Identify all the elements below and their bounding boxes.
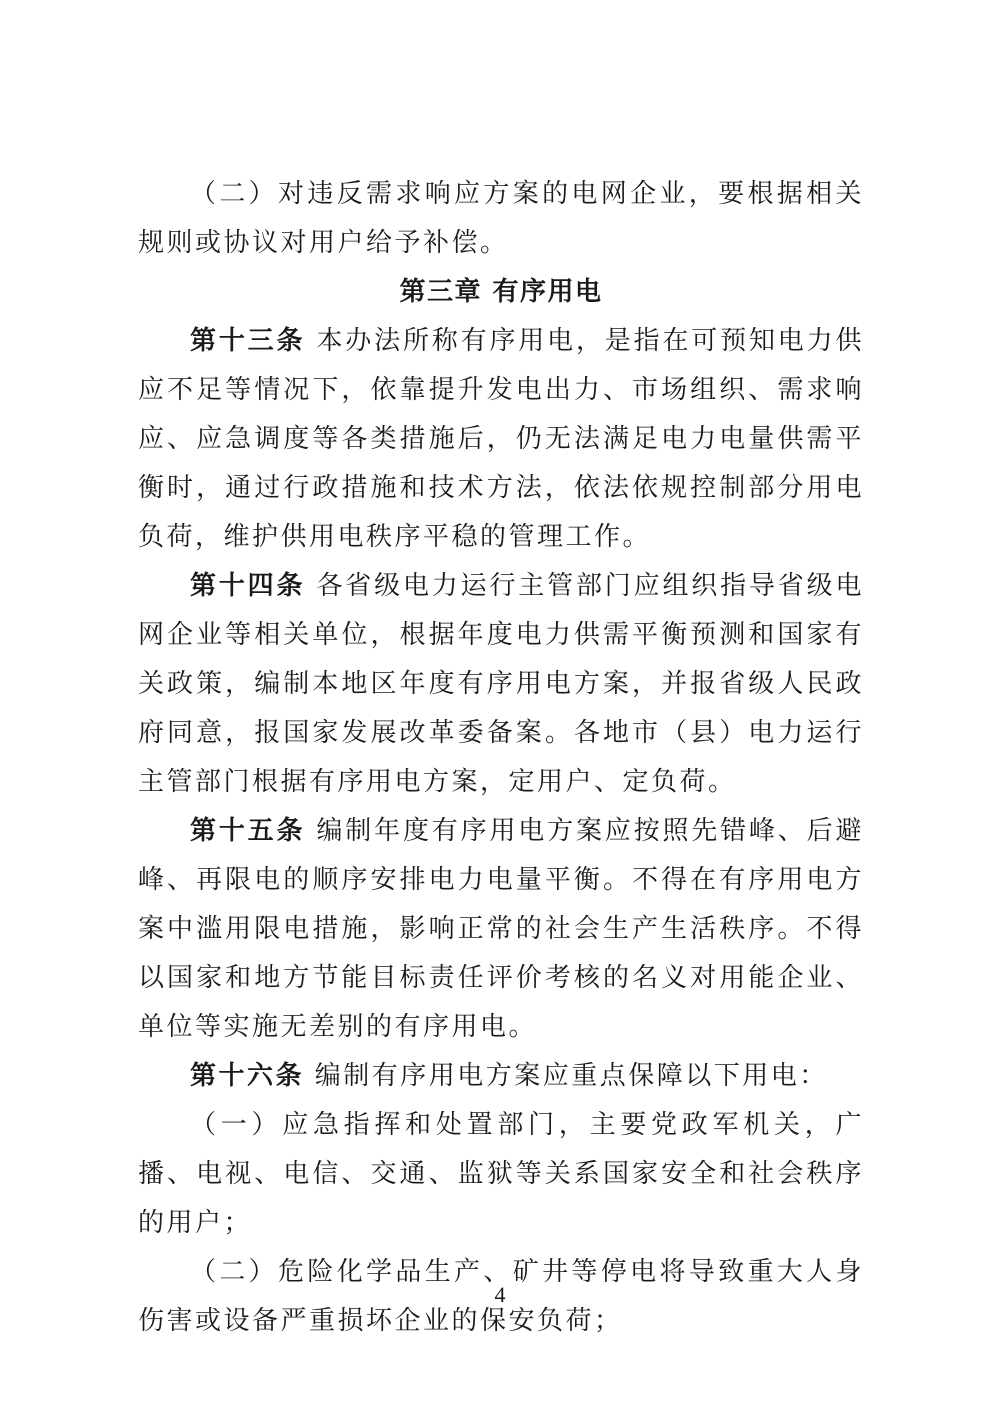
paragraph-text: （二）对违反需求响应方案的电网企业，要根据相关规则或协议对用户给予补偿。 bbox=[138, 179, 864, 258]
article-text: 编制有序用电方案应重点保障以下用电： bbox=[314, 1061, 828, 1091]
document-body bbox=[138, 170, 864, 1346]
article-14 bbox=[138, 562, 864, 807]
list-item-text: （一）应急指挥和处置部门，主要党政军机关，广播、电视、电信、交通、监狱等关系国家安全和社会秩序的用户； bbox=[138, 1110, 864, 1238]
article-15 bbox=[138, 807, 864, 1052]
article-13 bbox=[138, 317, 864, 562]
list-item-1 bbox=[138, 1101, 864, 1248]
chapter-title: 第三章 有序用电 bbox=[399, 277, 603, 307]
article-text: 编制年度有序用电方案应按照先错峰、后避峰、再限电的顺序安排电力电量平衡。不得在有序用电方案中滥用限电措施，影响正常的社会生产生活秩序。不得以国家和地方节能目标责任评价考核的名义对用能企业、单位等实施无差别的有序用电。 bbox=[138, 816, 864, 1042]
article-16 bbox=[138, 1052, 864, 1101]
page-number: 4 bbox=[494, 1282, 506, 1307]
article-text: 各省级电力运行主管部门应组织指导省级电网企业等相关单位，根据年度电力供需平衡预测和国家有关政策，编制本地区年度有序用电方案，并报省级人民政府同意，报国家发展改革委备案。各地市（县）电力运行主管部门根据有序用电方案，定用户、定负荷。 bbox=[138, 571, 864, 797]
article-number: 第十五条 bbox=[190, 816, 306, 846]
article-text: 本办法所称有序用电，是指在可预知电力供应不足等情况下，依靠提升发电出力、市场组织、需求响应、应急调度等各类措施后，仍无法满足电力电量供需平衡时，通过行政措施和技术方法，依法依规控制部分用电负荷，维护供用电秩序平稳的管理工作。 bbox=[138, 326, 864, 552]
paragraph-item-2 bbox=[138, 170, 864, 268]
list-item-text: （二）危险化学品生产、矿井等停电将导致重大人身伤害或设备严重损坏企业的保安负荷； bbox=[138, 1257, 864, 1336]
article-number: 第十六条 bbox=[190, 1061, 305, 1091]
article-number: 第十四条 bbox=[190, 571, 306, 601]
article-number: 第十三条 bbox=[190, 326, 306, 356]
